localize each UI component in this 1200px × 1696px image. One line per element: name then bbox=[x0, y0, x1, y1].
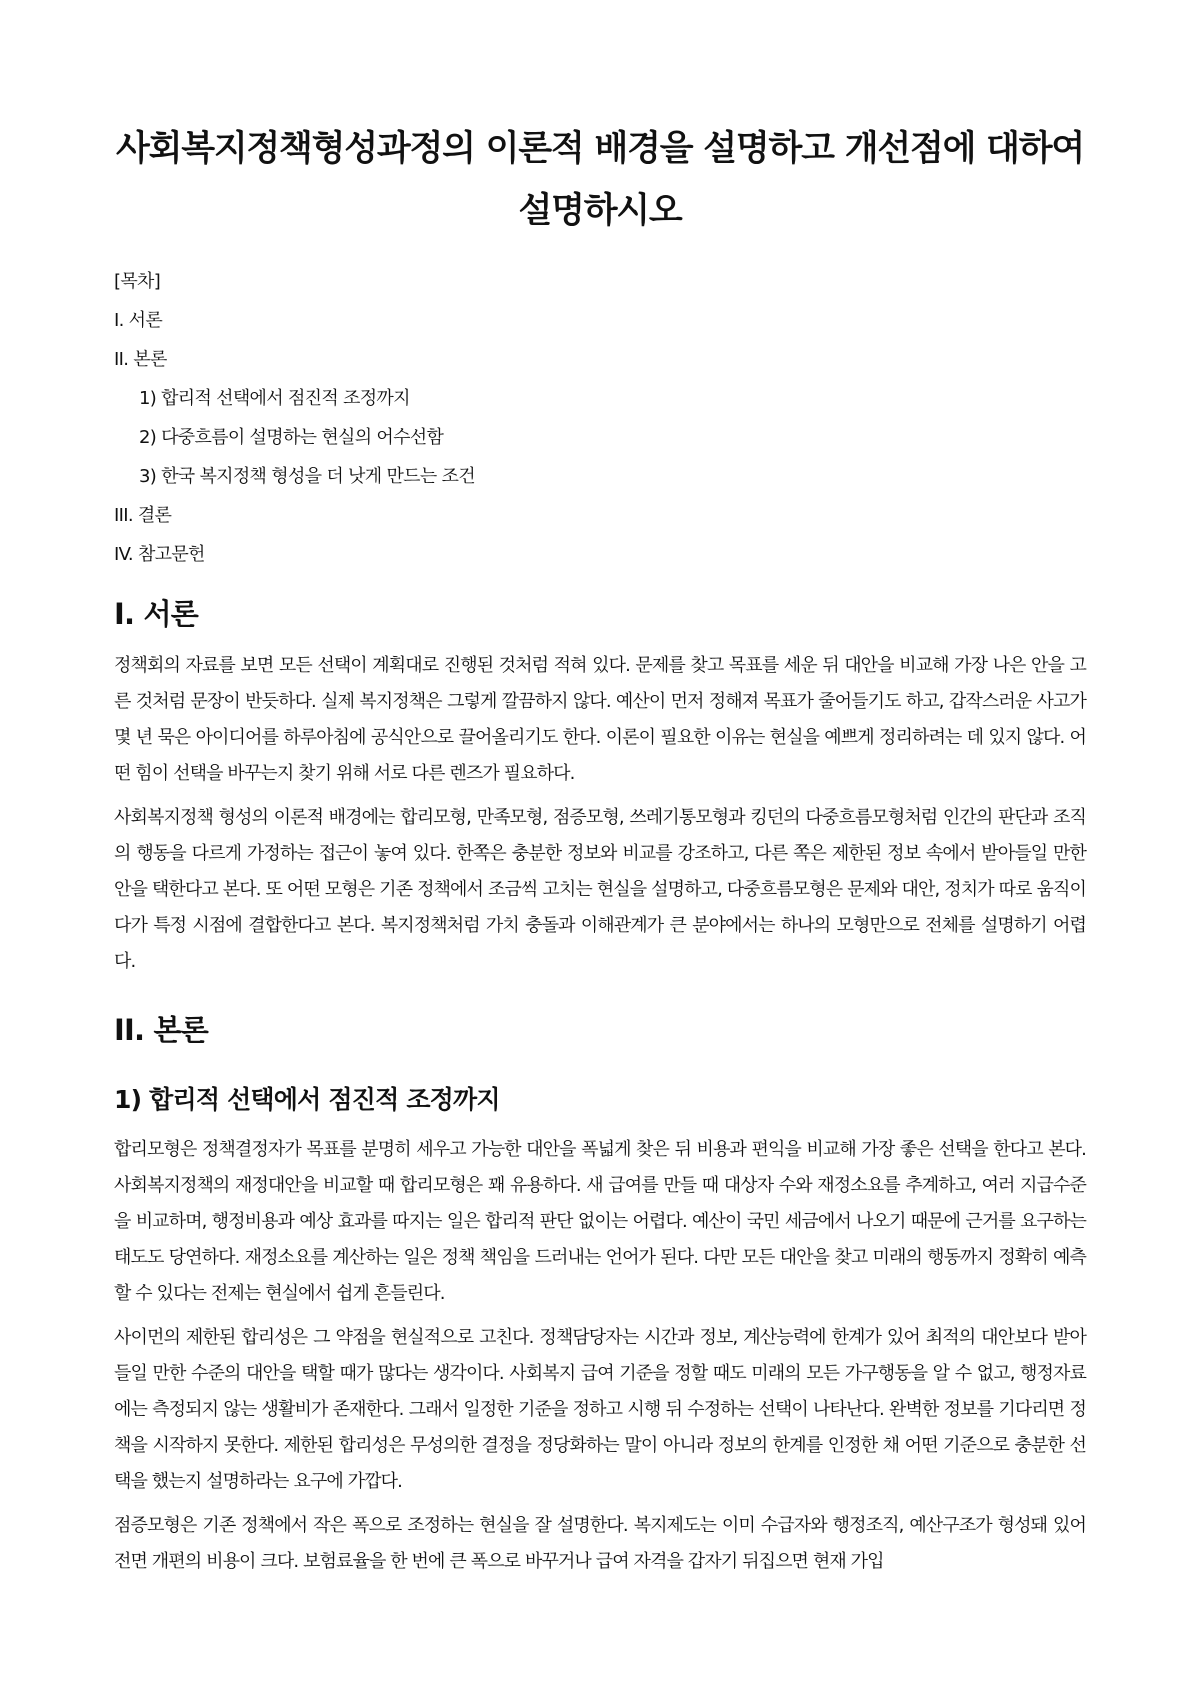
toc-item-conclusion: III. 결론 bbox=[114, 505, 172, 526]
document-title: 사회복지정책형성과정의 이론적 배경을 설명하고 개선점에 대하여 설명하시오 bbox=[115, 129, 1084, 231]
body-paragraph: 합리모형은 정책결정자가 목표를 분명히 세우고 가능한 대안을 폭넓게 찾은 뒤 비용과 편익을 비교해 가장 좋은 선택을 한다고 본다. 사회복지정책의 재정대안을 비교할 때 합리모형은 꽤 유용하다. 새 급여를 만들 때 대상자 수와 재정소요를 추계하고, 여러 지급수준을 비교하며, 행정비용과 예상 효과를 따지는 일은 합리적 판단 없이는 어렵다. 예산이 국민 세금에서 나오기 때문에 근거를 요구하는 태도도 당연하다. 재정소요를 계산하는 일은 정책 책임을 드러내는 언어가 된다. 다만 모든 대안을 찾고 미래의 행동까지 정확히 예측할 수 있다는 전제는 현실에서 쉽게 흔들린다. bbox=[114, 1139, 1086, 1304]
table-of-contents bbox=[114, 262, 1086, 574]
toc-item-references: IV. 참고문헌 bbox=[114, 544, 205, 565]
toc-item-intro: I. 서론 bbox=[114, 310, 163, 331]
section-heading-intro: I. 서론 bbox=[114, 597, 198, 631]
toc-item-body-3: 3) 한국 복지정책 형성을 더 낫게 만드는 조건 bbox=[139, 466, 475, 487]
toc-item-body-2: 2) 다중흐름이 설명하는 현실의 어수선함 bbox=[139, 427, 444, 448]
body-paragraph: 사이먼의 제한된 합리성은 그 약점을 현실적으로 고친다. 정책담당자는 시간과 정보, 계산능력에 한계가 있어 최적의 대안보다 받아들일 만한 수준의 대안을 택할 때가 많다는 생각이다. 사회복지 급여 기준을 정할 때도 미래의 모든 가구행동을 알 수 없고, 행정자료에는 측정되지 않는 생활비가 존재한다. 그래서 일정한 기준을 정하고 시행 뒤 수정하는 선택이 나타난다. 완벽한 정보를 기다리면 정책을 시작하지 못한다. 제한된 합리성은 무성의한 결정을 정당화하는 말이 아니라 정보의 한계를 인정한 채 어떤 기준으로 충분한 선택을 했는지 설명하라는 요구에 가깝다. bbox=[114, 1327, 1086, 1492]
toc-item-body-1: 1) 합리적 선택에서 점진적 조정까지 bbox=[139, 388, 410, 409]
toc-heading: [목차] bbox=[114, 271, 161, 292]
section-heading-body: II. 본론 bbox=[114, 1013, 208, 1047]
intro-paragraph: 사회복지정책 형성의 이론적 배경에는 합리모형, 만족모형, 점증모형, 쓰레기통모형과 킹던의 다중흐름모형처럼 인간의 판단과 조직의 행동을 다르게 가정하는 접근이 놓여 있다. 한쪽은 충분한 정보와 비교를 강조하고, 다른 쪽은 제한된 정보 속에서 받아들일 만한 안을 택한다고 본다. 또 어떤 모형은 기존 정책에서 조금씩 고치는 현실을 설명하고, 다중흐름모형은 문제와 대안, 정치가 따로 움직이다가 특정 시점에 결합한다고 본다. 복지정책처럼 가치 충돌과 이해관계가 큰 분야에서는 하나의 모형만으로 전체를 설명하기 어렵다. bbox=[114, 807, 1086, 972]
intro-paragraph: 정책회의 자료를 보면 모든 선택이 계획대로 진행된 것처럼 적혀 있다. 문제를 찾고 목표를 세운 뒤 대안을 비교해 가장 나은 안을 고른 것처럼 문장이 반듯하다. 실제 복지정책은 그렇게 깔끔하지 않다. 예산이 먼저 정해져 목표가 줄어들기도 하고, 갑작스러운 사고가 몇 년 묵은 아이디어를 하루아침에 공식안으로 끌어올리기도 한다. 이론이 필요한 이유는 현실을 예쁘게 정리하려는 데 있지 않다. 어떤 힘이 선택을 바꾸는지 찾기 위해 서로 다른 렌즈가 필요하다. bbox=[114, 655, 1086, 784]
body-paragraph: 점증모형은 기존 정책에서 작은 폭으로 조정하는 현실을 잘 설명한다. 복지제도는 이미 수급자와 행정조직, 예산구조가 형성돼 있어 전면 개편의 비용이 크다. 보험료율을 한 번에 큰 폭으로 바꾸거나 급여 자격을 갑자기 뒤집으면 현재 가입 bbox=[114, 1515, 1086, 1572]
subsection-heading-1: 1) 합리적 선택에서 점진적 조정까지 bbox=[114, 1085, 500, 1114]
toc-item-body: II. 본론 bbox=[114, 349, 167, 370]
